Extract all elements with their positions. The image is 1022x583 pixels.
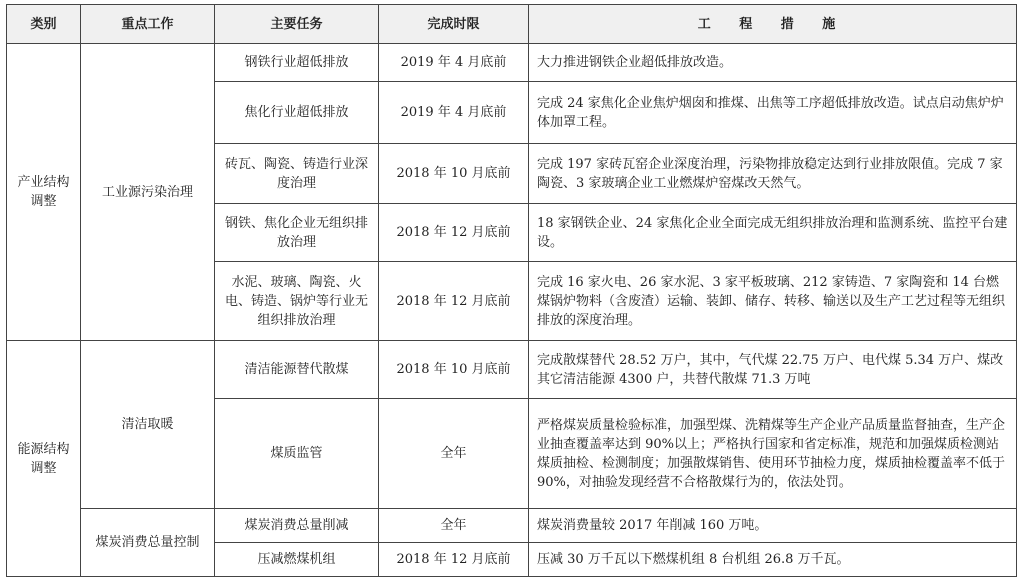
measure-cell: 大力推进钢铁企业超低排放改造。 <box>529 44 1017 82</box>
deadline-cell: 2018 年 10 月底前 <box>379 341 529 399</box>
task-cell: 焦化行业超低排放 <box>215 82 379 144</box>
header-deadline: 完成时限 <box>379 5 529 44</box>
task-cell: 煤炭消费总量削减 <box>215 509 379 543</box>
table-row <box>7 44 1017 82</box>
measure-cell: 完成 16 家火电、26 家水泥、3 家平板玻璃、212 家铸造、7 家陶瓷和 14 台燃煤锅炉物料（含废渣）运输、装卸、储存、转移、输送以及生产工艺过程等无组织排放的深度治理。 <box>529 262 1017 341</box>
focus-cell: 工业源污染治理 <box>81 44 215 341</box>
measure-cell: 18 家钢铁企业、24 家焦化企业全面完成无组织排放治理和监测系统、监控平台建设。 <box>529 204 1017 262</box>
deadline-cell: 全年 <box>379 399 529 509</box>
header-focus: 重点工作 <box>81 5 215 44</box>
task-cell: 砖瓦、陶瓷、铸造行业深度治理 <box>215 144 379 204</box>
task-cell: 清洁能源替代散煤 <box>215 341 379 399</box>
measure-cell: 完成 197 家砖瓦窑企业深度治理，污染物排放稳定达到行业排放限值。完成 7 家陶瓷、3 家玻璃企业工业燃煤炉窑煤改天然气。 <box>529 144 1017 204</box>
table-row <box>7 509 1017 543</box>
task-cell: 煤质监管 <box>215 399 379 509</box>
header-category: 类别 <box>7 5 81 44</box>
header-task: 主要任务 <box>215 5 379 44</box>
deadline-cell: 2018 年 10 月底前 <box>379 144 529 204</box>
deadline-cell: 2019 年 4 月底前 <box>379 82 529 144</box>
deadline-cell: 2019 年 4 月底前 <box>379 44 529 82</box>
deadline-cell: 2018 年 12 月底前 <box>379 543 529 577</box>
deadline-cell: 全年 <box>379 509 529 543</box>
task-cell: 钢铁、焦化企业无组织排放治理 <box>215 204 379 262</box>
measure-cell: 压减 30 万千瓦以下燃煤机组 8 台机组 26.8 万千瓦。 <box>529 543 1017 577</box>
header-measure: 工 程 措 施 <box>529 5 1017 44</box>
measures-table <box>6 4 1017 577</box>
focus-cell: 煤炭消费总量控制 <box>81 509 215 577</box>
measure-cell: 完成散煤替代 28.52 万户，其中，气代煤 22.75 万户、电代煤 5.34 万户、煤改其它清洁能源 4300 户，共替代散煤 71.3 万吨 <box>529 341 1017 399</box>
category-cell: 能源结构调整 <box>7 341 81 577</box>
deadline-cell: 2018 年 12 月底前 <box>379 262 529 341</box>
category-cell: 产业结构调整 <box>7 44 81 341</box>
measure-cell: 完成 24 家焦化企业焦炉烟囱和推煤、出焦等工序超低排放改造。试点启动焦炉炉体加罩工程。 <box>529 82 1017 144</box>
header-row <box>7 5 1017 44</box>
measure-cell: 煤炭消费量较 2017 年削减 160 万吨。 <box>529 509 1017 543</box>
measure-cell: 严格煤炭质量检验标准，加强型煤、洗精煤等生产企业产品质量监督抽查，生产企业抽查覆盖率达到 90%以上；严格执行国家和省定标准，规范和加强煤质检测站煤质抽检、检测制度；加强散煤销售、使用环节抽检力度，煤质抽检覆盖率不低于 90%，对抽验发现经营不合格散煤行为的，依法处罚。 <box>529 399 1017 509</box>
task-cell: 水泥、玻璃、陶瓷、火电、铸造、锅炉等行业无组织排放治理 <box>215 262 379 341</box>
table-row <box>7 341 1017 399</box>
task-cell: 压减燃煤机组 <box>215 543 379 577</box>
focus-cell: 清洁取暖 <box>81 341 215 509</box>
task-cell: 钢铁行业超低排放 <box>215 44 379 82</box>
deadline-cell: 2018 年 12 月底前 <box>379 204 529 262</box>
